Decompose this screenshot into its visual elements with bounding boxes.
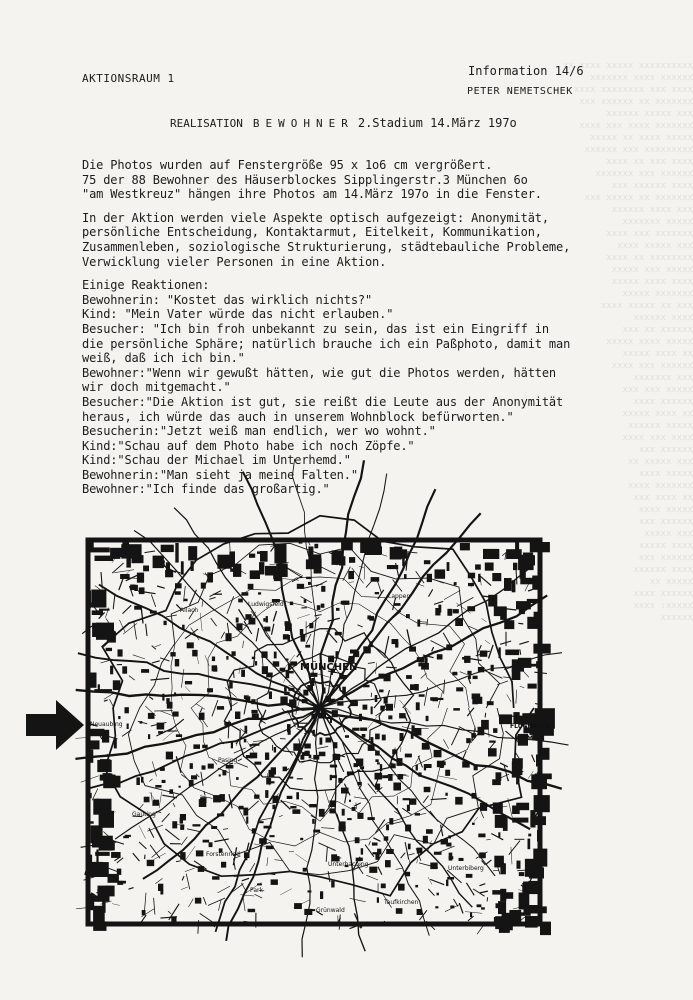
reaction-line: Besucher: "Ich bin froh unbekannt zu sein, das ist ein Eingriff in — [82, 321, 549, 336]
aspects-line: Zusammenleben, soziologische Strukturierung, städtebauliche Probleme, — [82, 239, 571, 254]
map-label-forstenried: Forstenried — [206, 851, 240, 858]
information-number: Information 14/6 — [468, 64, 584, 78]
reaction-line: Kind:"Schau der Michael im Unterhemd." — [82, 453, 351, 468]
aspects-line: persönliche Entscheidung, Kontaktarmut, Eitelkeit, Kommunikation, — [82, 225, 542, 240]
map-label-munchen: MÜNCHEN — [300, 662, 358, 673]
map-label-neuaubing: Neuaubing — [90, 721, 123, 728]
body-text — [82, 158, 642, 497]
intro-line: 75 der 88 Bewohner des Häuserblockes Sipplingerstr.3 München 6o — [82, 172, 528, 187]
map-label-ludwigsfeld: Ludwigsfeld — [248, 601, 284, 608]
reverse-side-show-through: xxxxxxxxxx xxxxx xxxx xx xxxxxx xxxx xxxxxxx xxxx xxx xxxxxxxx xxxx xxxxxxx xx xxxxxx xxx xxx xxxxx xxxxxx xxxxxxx xxxx xxx xxxx xxxxx xxxx xx xxxxx xxxxxxxxx xxx xxxxxx xxxx xxx xx xxxx xxxxxx xxx xxxxxxx xxxx xxxxxx xxx xxxxxxx xx xxxxx xxx xxx xxxx xxxxxx xxxxx xxxxxxx xxxxxxx xxx xxxx xxx xxxxx xxxx xxxxxxxx xx xxxx xxxxx xxx xxxxx xxxx xxxx xxxxx xxxxxxx xxxxx xxx xx xxxxx xxxx xxxx xxxxxx xxxxxx xx xxx xxxxx xxxx xxxxx xx xxxx xxxxx xxxxxx xxx xxxx xxx xxxxxxx xxxxx xxx xxx xxxxxx xxxx xx xxxx xxxxx xxxxx xxxxxx xxxx xxx xxxx xxxxxx xxx xxx xxxxx xx xxxxx xxxx xxxxxxx xxxx xx xxxx xxx xxxxx xxxx xxxxxx xxx xxx xxxxx xxxx xxxxx xxxxxx xxx xxxx xxxxxx xxxxx xx xxxxxx xxxx xxxxx: xxxx xxxxxx — [562, 61, 693, 623]
map-label-park: Park — [250, 887, 263, 894]
map-label-unterbiberg: Unterbiberg — [448, 865, 484, 872]
map-label-riem: RIEM — [516, 735, 533, 742]
reaction-line: Besucherin:"Jetzt weiß man endlich, wer wo wohnt." — [82, 424, 436, 439]
map-label-unterhaching: Unterhaching — [328, 861, 369, 868]
reaction-line: Kind:"Schau auf dem Photo habe ich noch Zöpfe." — [82, 438, 415, 453]
header-left-label: AKTIONSRAUM 1 — [82, 72, 175, 85]
map-label-pasing: Pasing — [218, 757, 238, 764]
title-stage-date: 2.Stadium 14.März 197o — [357, 116, 517, 130]
title-spaced-word: BEWOHNER — [252, 117, 354, 130]
map-label-grunwald: Grünwald — [316, 907, 345, 914]
document-title — [170, 116, 517, 130]
reaction-line: weiß, daß ich ich bin." — [82, 351, 245, 366]
map-label-flughafen: FLUGHAFEN — [510, 723, 551, 730]
reaction-line: Besucher:"Die Aktion ist gut, sie reißt die Leute aus der Anonymität — [82, 394, 564, 409]
intro-line: Die Photos wurden auf Fenstergröße 95 x 1o6 cm vergrößert. — [82, 158, 493, 172]
aspects-line: Verwicklung vieler Personen in eine Aktion. — [82, 254, 387, 269]
aspects-line: In der Aktion werden viele Aspekte optisch aufgezeigt: Anonymität, — [82, 210, 549, 225]
reaction-line: Kind: "Mein Vater würde das nicht erlauben." — [82, 307, 394, 322]
map-label-gauting: Gauting — [132, 811, 156, 818]
reaction-line: Bewohnerin:"Man sieht ja meine Falten." — [82, 467, 358, 482]
map-label-allach: Allach — [180, 607, 199, 614]
reaction-line: Bewohner:"Wenn wir gewußt hätten, wie gut die Photos werden, hätten — [82, 365, 556, 380]
right-arrow-icon — [26, 700, 84, 754]
reaction-line: die persönliche Sphäre; natürlich brauche ich ein Paßphoto, damit man — [82, 336, 571, 351]
reaction-line: wir doch mitgemacht." — [82, 380, 231, 395]
title-label: REALISATION — [170, 117, 243, 130]
reactions-heading: Einige Reaktionen: — [82, 278, 210, 293]
map-label-taufkirchen: Taufkirchen — [384, 899, 419, 906]
author-name: PETER NEMETSCHEK — [467, 86, 573, 97]
munich-map-graphic — [88, 540, 551, 924]
reaction-line: Bewohnerin: "Kostet das wirklich nichts?" — [82, 292, 373, 307]
map-label-lappen: Lappen — [388, 593, 411, 600]
city-map-image — [88, 540, 551, 924]
intro-line: "am Westkreuz" hängen ihre Photos am 14.März 197o in die Fenster. — [82, 187, 542, 202]
reaction-line: Bewohner:"Ich finde das großartig." — [82, 482, 330, 497]
reaction-line: heraus, ich würde das auch in unserem Wohnblock befürworten." — [82, 409, 514, 424]
